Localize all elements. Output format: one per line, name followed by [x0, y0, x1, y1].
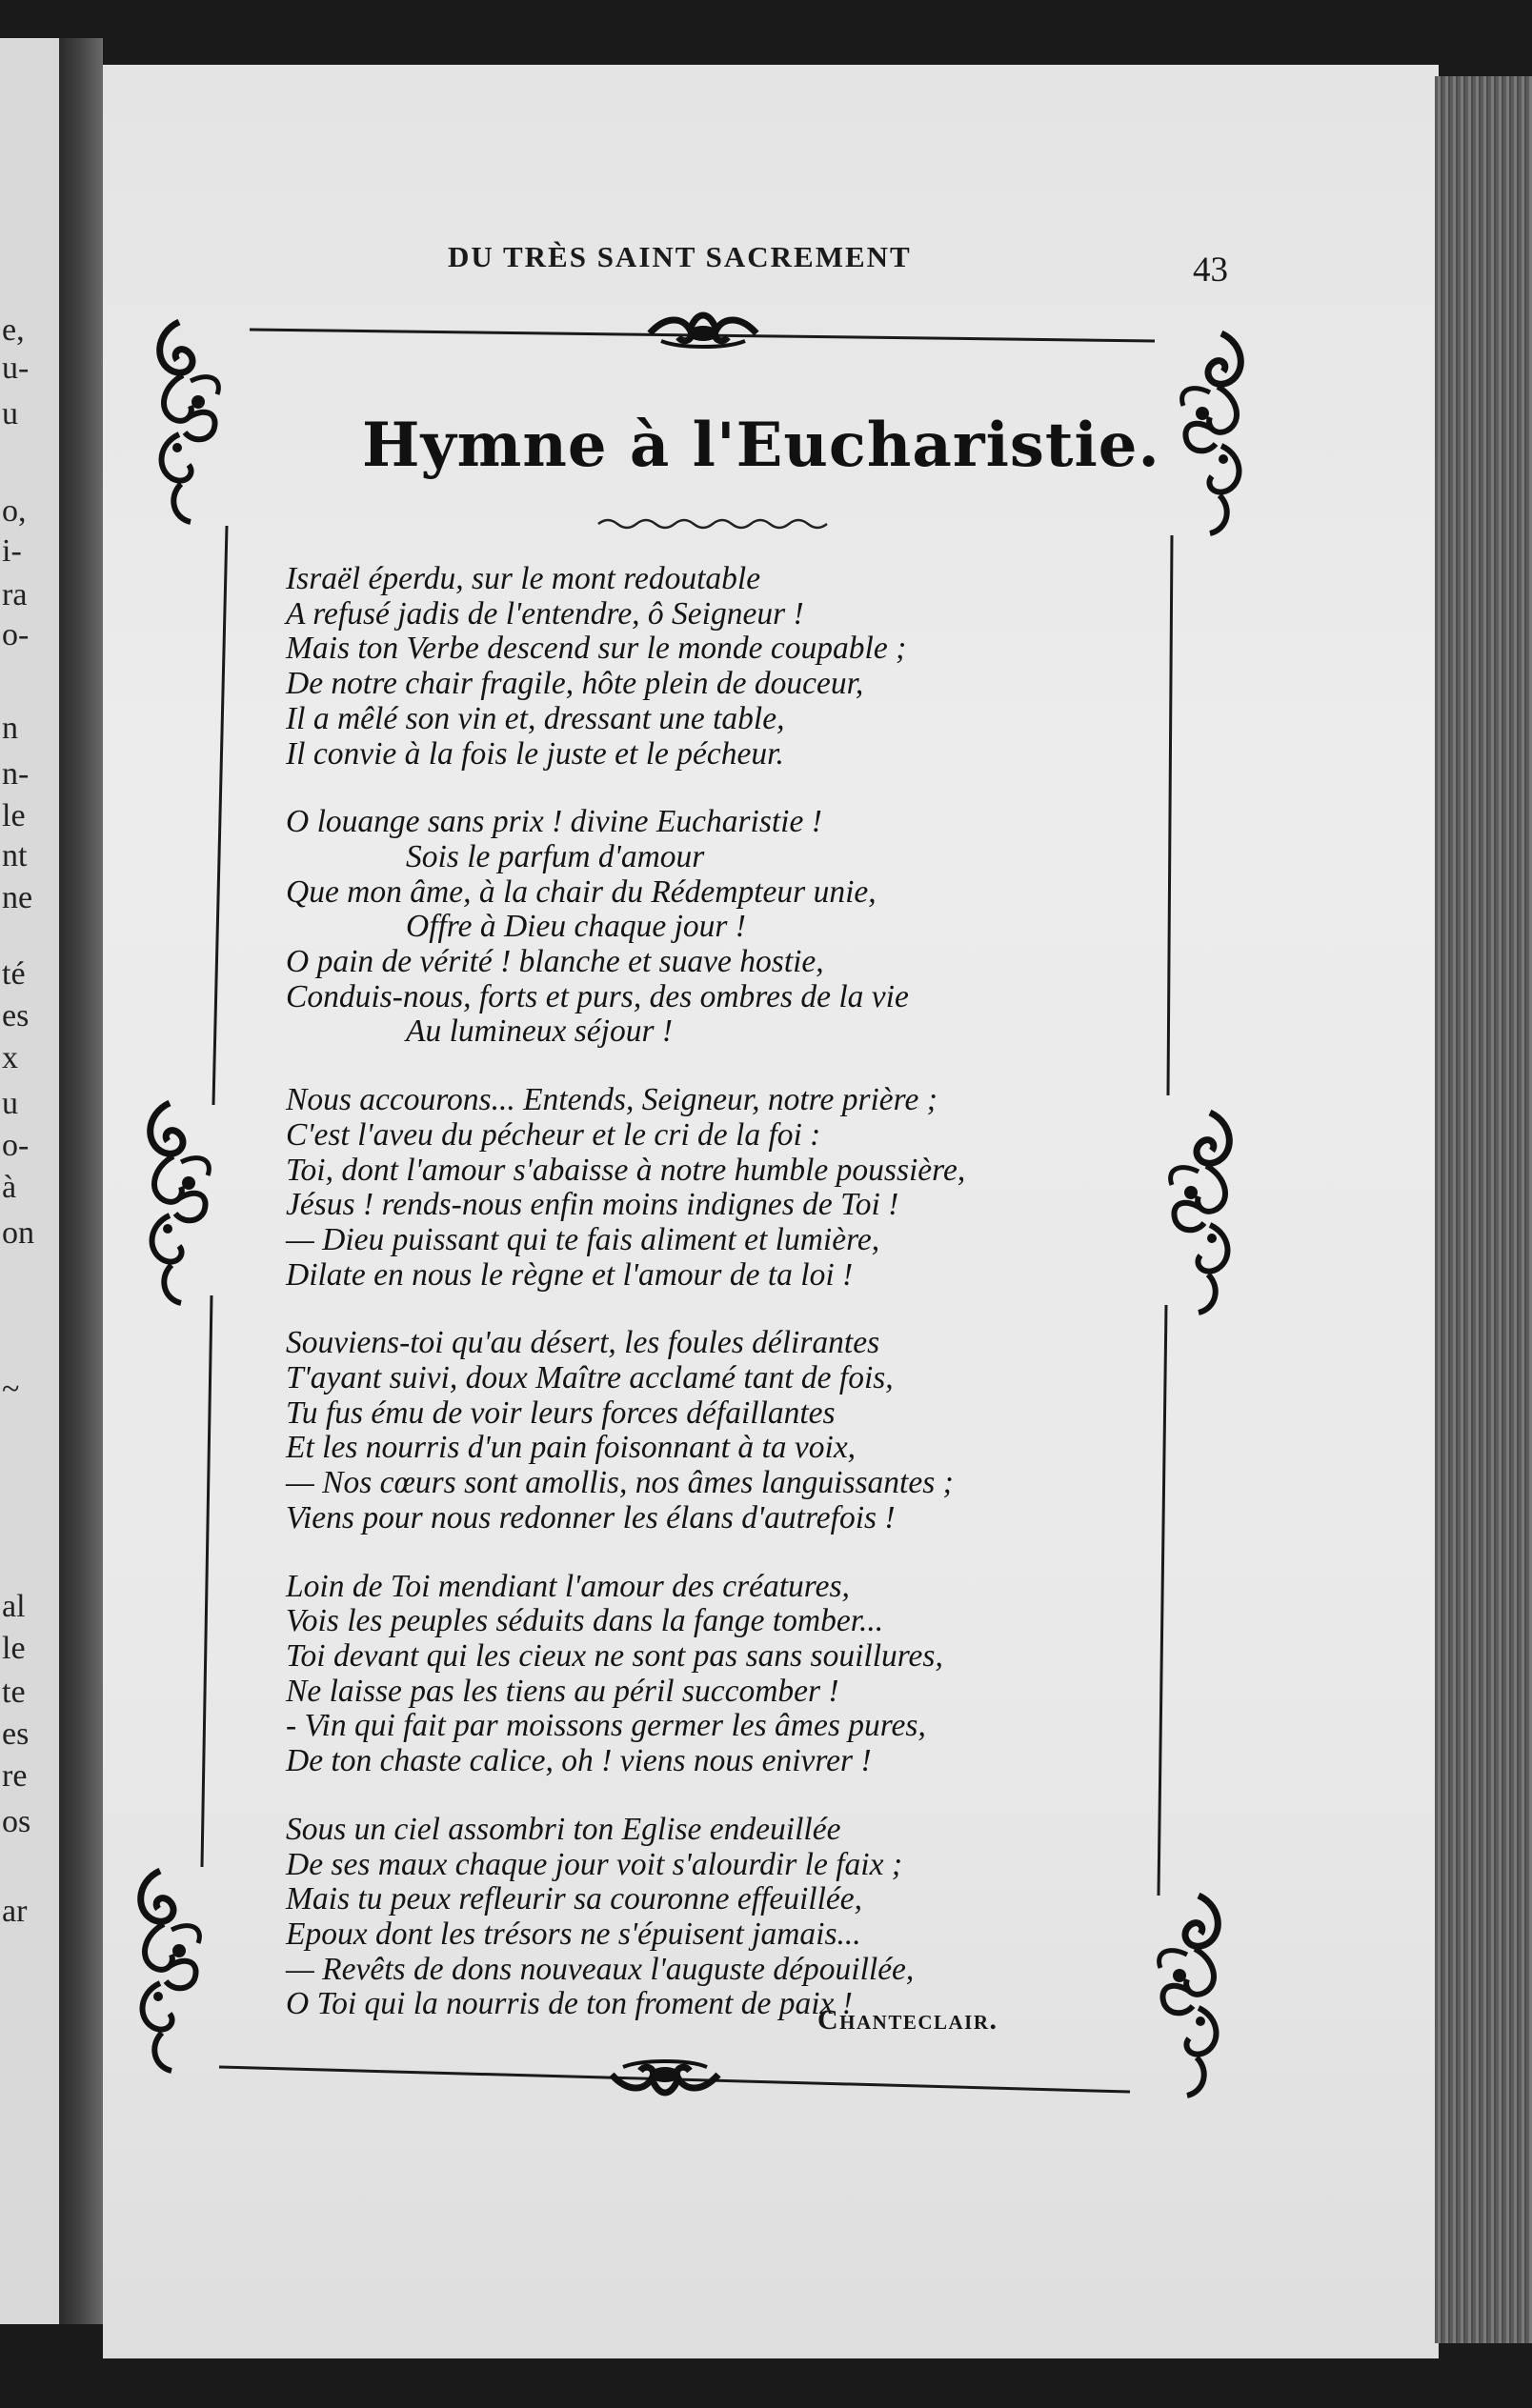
- poem-line: Loin de Toi mendiant l'amour des créatures,: [286, 1568, 850, 1604]
- left-page-text-fragment: ar: [2, 1894, 28, 1929]
- stanza: [286, 1083, 1162, 1293]
- side-ornament-middle-left: [151, 1103, 210, 1303]
- poem-line: O Toi qui la nourris de ton froment de paix !: [286, 1986, 853, 2022]
- left-page-text-fragment: ne: [2, 880, 33, 915]
- poem-line: T'ayant suivi, doux Maître acclamé tant de fois,: [286, 1360, 894, 1396]
- poem-line: De ses maux chaque jour voit s'alourdir le faix ;: [286, 1846, 902, 1882]
- poem-line: Vois les peuples séduits dans la fange tomber...: [286, 1603, 884, 1639]
- stanza: [286, 1570, 1162, 1779]
- left-page-text-fragment: x: [2, 1040, 18, 1075]
- left-page-text-fragment: té: [2, 956, 26, 992]
- poem-line: Viens pour nous redonner les élans d'autrefois !: [286, 1499, 896, 1535]
- poem-line: O pain de vérité ! blanche et suave hostie,: [286, 944, 824, 980]
- corner-ornament-bottom-right: [1159, 1896, 1219, 2096]
- poem-line: Ne laisse pas les tiens au péril succomber !: [286, 1673, 839, 1709]
- poem-line: Souviens-toi qu'au désert, les foules délirantes: [286, 1325, 880, 1361]
- poem-line: Israël éperdu, sur le mont redoutable: [286, 561, 761, 596]
- poem-line: Mais ton Verbe descend sur le monde coupable ;: [286, 631, 907, 667]
- left-page-text-fragment: n-: [2, 756, 30, 792]
- poem-line: Toi, dont l'amour s'abaisse à notre humble poussière,: [286, 1152, 966, 1188]
- corner-ornament-bottom-left: [141, 1871, 200, 2071]
- poem-line: A refusé jadis de l'entendre, ô Seigneur !: [286, 595, 804, 632]
- left-page-text-fragment: al: [2, 1589, 26, 1624]
- left-page-text-fragment: o,: [2, 493, 27, 529]
- poem-line: Il convie à la fois le juste et le pécheur.: [286, 735, 784, 772]
- poem-line: — Dieu puissant qui te fais aliment et lumière,: [286, 1221, 880, 1257]
- left-page-text-fragment: ~: [2, 1372, 20, 1407]
- poem-line: Et les nourris d'un pain foisonnant à ta voix,: [286, 1430, 857, 1466]
- poem-line: - Vin qui fait par moissons germer les âmes pures,: [286, 1708, 926, 1744]
- left-page-text-fragment: e,: [2, 312, 25, 348]
- stanza: [286, 805, 1162, 1050]
- left-page-text-fragment: à: [2, 1170, 17, 1205]
- stanza: [286, 1326, 1162, 1535]
- left-page-text-fragment: os: [2, 1804, 31, 1839]
- left-page-text-fragment: on: [2, 1215, 34, 1251]
- page-number: 43: [1193, 251, 1228, 290]
- poem-line: Nous accourons... Entends, Seigneur, notre prière ;: [286, 1082, 937, 1118]
- author-signature: Chanteclair.: [817, 2004, 998, 2036]
- poem-line: Dilate en nous le règne et l'amour de ta loi !: [286, 1256, 854, 1293]
- left-page-text-fragment: nt: [2, 838, 28, 873]
- poem-line: Mais tu peux refleurir sa couronne effeuillée,: [286, 1881, 863, 1917]
- poem-line: Jésus ! rends-nous enfin moins indignes de Toi !: [286, 1187, 899, 1223]
- running-head: DU TRÈS SAINT SACREMENT: [448, 240, 912, 273]
- poem-line: Sous un ciel assombri ton Eglise endeuillée: [286, 1811, 841, 1847]
- poem-line: O louange sans prix ! divine Eucharistie !: [286, 804, 822, 840]
- poem-line: Conduis-nous, forts et purs, des ombres de la vie: [286, 978, 909, 1014]
- top-center-ornament: [650, 315, 756, 347]
- poem-line: Que mon âme, à la chair du Rédempteur unie,: [286, 873, 877, 910]
- poem-body: [286, 562, 1162, 2056]
- left-page-text-fragment: u-: [2, 351, 30, 386]
- corner-ornament-top-right: [1182, 333, 1241, 533]
- poem-line: Offre à Dieu chaque jour !: [406, 909, 746, 945]
- poem-line: — Revêts de dons nouveaux l'auguste dépouillée,: [286, 1951, 915, 1987]
- side-ornament-middle-right: [1171, 1113, 1230, 1313]
- stanza: [286, 562, 1162, 772]
- poem-line: Sois le parfum d'amour: [406, 838, 705, 874]
- left-page-text-fragment: ra: [2, 577, 28, 612]
- left-page-text-fragment: re: [2, 1758, 28, 1794]
- poem-line: — Nos cœurs sont amollis, nos âmes languissantes ;: [286, 1465, 954, 1501]
- left-page-text-fragment: i-: [2, 533, 22, 569]
- poem-title: Hymne à l'Eucharistie.: [362, 410, 1160, 481]
- left-page-text-fragment: te: [2, 1675, 26, 1710]
- poem-line: Tu fus ému de voir leurs forces défaillantes: [286, 1395, 836, 1431]
- left-page-text-fragment: o-: [2, 1128, 30, 1163]
- left-page-text-fragment: n: [2, 711, 18, 746]
- stanza: [286, 1813, 1162, 2022]
- left-page-text-fragment: es: [2, 1716, 30, 1752]
- left-page-text-fragment: le: [2, 1631, 26, 1666]
- title-flourish: [598, 520, 827, 528]
- left-page-text-fragment: u: [2, 396, 18, 431]
- poem-line: Au lumineux séjour !: [406, 1013, 674, 1050]
- poem-line: De ton chaste calice, oh ! viens nous enivrer !: [286, 1743, 872, 1779]
- poem-line: Toi devant qui les cieux ne sont pas sans souillures,: [286, 1637, 943, 1674]
- left-page-text-fragment: es: [2, 998, 30, 1033]
- left-page-text-fragment: u: [2, 1086, 18, 1121]
- poem-line: Epoux dont les trésors ne s'épuisent jamais...: [286, 1916, 861, 1952]
- left-page-text-fragment: le: [2, 798, 26, 833]
- corner-ornament-top-left: [160, 322, 219, 522]
- poem-line: Il a mêlé son vin et, dressant une table,: [286, 700, 785, 736]
- poem-line: C'est l'aveu du pécheur et le cri de la foi :: [286, 1116, 821, 1153]
- left-page-text-fragment: o-: [2, 617, 30, 652]
- poem-line: De notre chair fragile, hôte plein de douceur,: [286, 666, 864, 702]
